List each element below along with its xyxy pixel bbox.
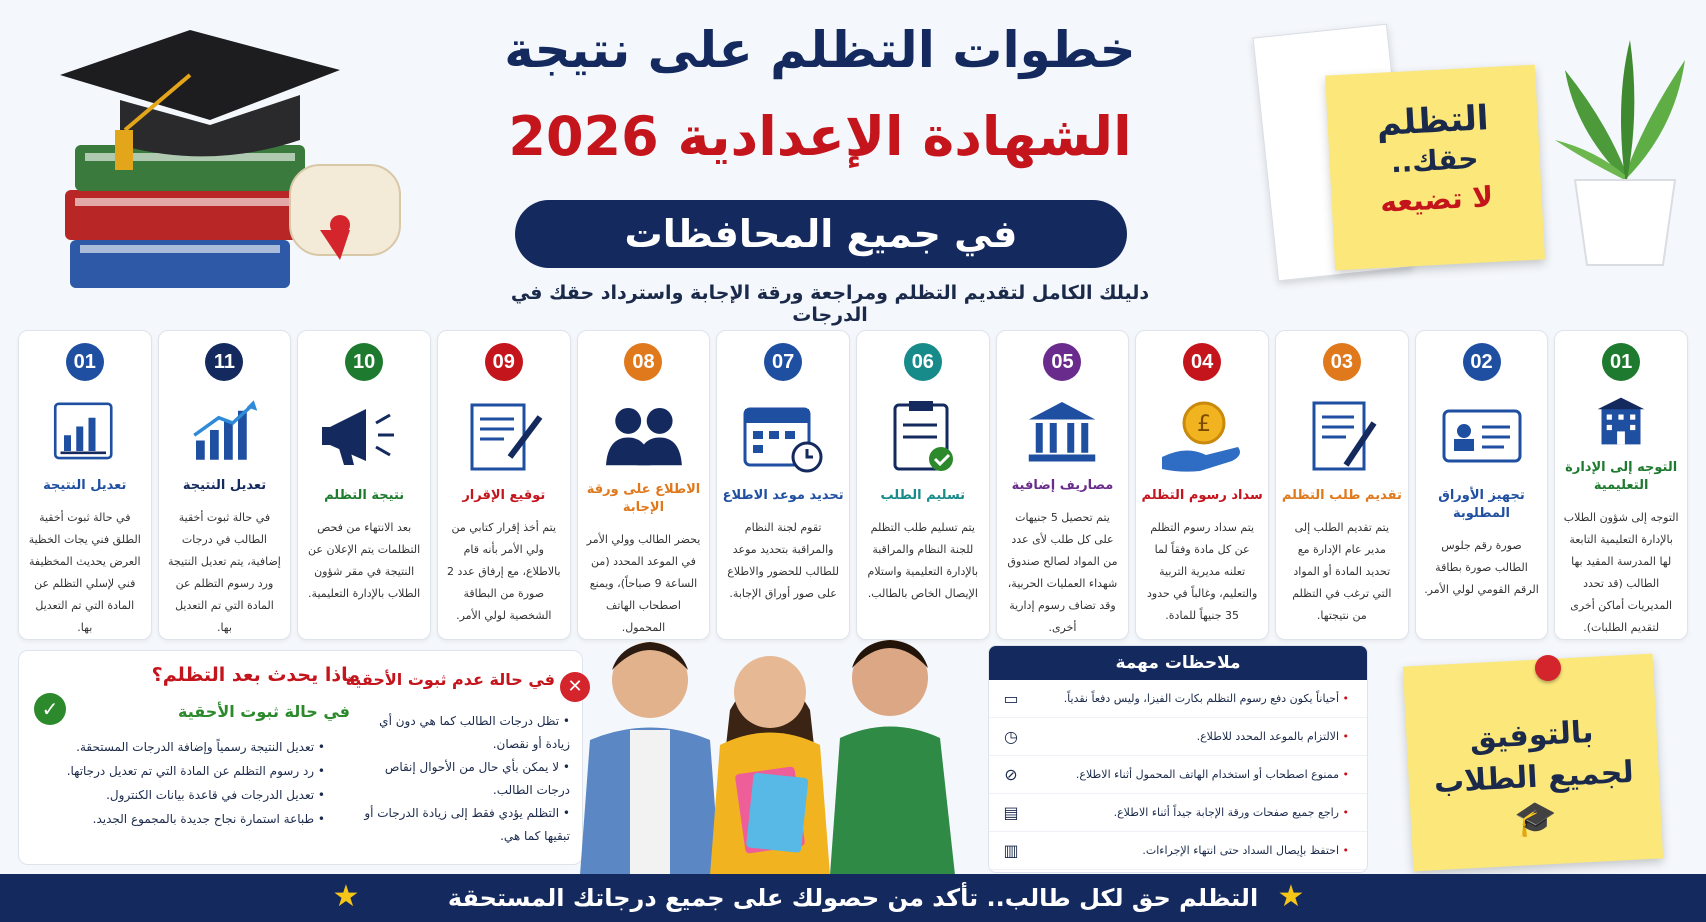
step-card (1415, 330, 1549, 640)
step-number: 05 (1043, 343, 1081, 381)
fail-heading: في حالة عدم ثبوت الأحقية (345, 670, 555, 689)
pin-icon (1535, 655, 1561, 681)
no-phone-icon: ⊘ (1004, 764, 1018, 784)
list-item: • رد رسوم التظلم عن المادة التي تم تعديل درجاتها. (25, 759, 325, 783)
step-description: يتم تقديم الطلب إلى مدير عام الإدارة مع تحديد المادة أو المواد التي ترغب في التظلم من نتيجتها. (1292, 521, 1392, 622)
list-item: • تعديل النتيجة رسمياً وإضافة الدرجات المستحقة. (25, 735, 325, 759)
note-item (989, 832, 1367, 870)
note-item (989, 680, 1367, 718)
step-description: في حالة ثبوت أخقية الطلق فني يجات الخظية العرض يحديث المخظيفة فني لإسلي التظلم عن المادة التي تم التعديل بها. (28, 511, 141, 634)
note-line-3: لا تضيعه (1379, 180, 1494, 219)
svg-text:£: £ (1197, 412, 1212, 437)
step-title: تسليم الطلب (880, 488, 966, 503)
step-description: يتم سداد رسوم التظلم عن كل مادة وفقاً لما تعلنه مديرية التربية والتعليم، وغالباً في حدود 35 جنيهاً للمادة. (1146, 521, 1258, 622)
step-number: 08 (624, 343, 662, 381)
plant-icon (1555, 40, 1695, 270)
step-number: 07 (764, 343, 802, 381)
steps-row (18, 330, 1688, 640)
note-item (989, 718, 1367, 756)
step-number: 11 (205, 343, 243, 381)
note-text: • الالتزام بالموعد المحدد للاطلاع. (1023, 730, 1357, 743)
step-title: تعديل النتيجة (43, 478, 127, 493)
step-card (437, 330, 571, 640)
step-number: 09 (485, 343, 523, 381)
step-number: 03 (1323, 343, 1361, 381)
step-title: تجهيز الأوراق المطلوبة (1438, 488, 1525, 521)
step-description: يتم تسليم طلب التظلم للجنة النظام والمراقبة بالإدارة التعليمية واستلام الإيصال الخاص بالطالب. (867, 521, 979, 600)
notes-list (989, 680, 1367, 870)
sticky-line-1: بالتوفيق (1468, 714, 1595, 757)
step-description: يحضر الطالب وولي الأمر في الموعد المحدد (من الساعة 9 صباحاً)، ويمنع اصطحاب الهاتف المحمول. (586, 533, 701, 634)
subtitle: دليلك الكامل لتقديم التظلم ومراجعة ورقة الإجابة واسترداد حقك في الدرجات (510, 282, 1150, 326)
important-notes-box (988, 645, 1368, 873)
note-item (989, 794, 1367, 832)
star-icon: ★ (1277, 879, 1305, 914)
step-description: تقوم لجنة النظام والمراقبة بتحديد موعد للطالب للحضور والاطلاع على صور أوراق الإجابة. (727, 521, 839, 600)
growth-chart-icon (178, 395, 270, 465)
graduation-books-icon (60, 30, 420, 300)
note-item (989, 756, 1367, 794)
step-title: الاطلاع على ورقة الإجابة (586, 482, 701, 515)
people-icon (597, 395, 689, 469)
step-card (18, 330, 152, 640)
megaphone-icon (318, 395, 410, 475)
form-pen-icon (1296, 395, 1388, 475)
step-card (856, 330, 990, 640)
step-card (297, 330, 431, 640)
check-icon: ✓ (34, 693, 66, 725)
step-card (1554, 330, 1688, 640)
building-icon (1575, 395, 1667, 447)
step-card (1275, 330, 1409, 640)
credit-card-icon: ▭ (1003, 688, 1019, 708)
note-text: • احتفظ بإيصال السداد حتى انتهاء الإجراءات. (1023, 844, 1357, 857)
star-icon: ★ (332, 879, 360, 914)
note-text: • ممنوع اصطحاب أو استخدام الهاتف المحمول أثناء الاطلاع. (1023, 768, 1357, 781)
step-card (1135, 330, 1269, 640)
note-line-1: التظلم (1375, 98, 1490, 144)
step-card (577, 330, 711, 640)
step-title: تعديل النتيجة (182, 478, 267, 493)
step-title: نتيجة التظلم (324, 488, 405, 503)
list-item: • تظل درجات الطالب كما هي دون أي زيادة أو نقصان. (355, 710, 570, 756)
page-title-year: الشهادة الإعدادية 2026 (508, 105, 1132, 168)
footer-banner: التظلم حق لكل طالب.. تأكد من حصولك على جميع درجاتك المستحقة (0, 874, 1706, 922)
list-item: • التظلم يؤدي فقط إلى زيادة الدرجات أو تبقيها كما هي. (355, 802, 570, 848)
step-card (716, 330, 850, 640)
list-item: • تعديل الدرجات في قاعدة بيانات الكنترول. (25, 783, 325, 807)
notes-heading: ملاحظات مهمة (989, 646, 1367, 680)
governorates-pill: في جميع المحافظات (515, 200, 1127, 268)
graduation-cap-icon: 🎓 (1513, 797, 1559, 841)
note-text: • راجع جميع صفحات ورقة الإجابة جيداً أثناء الاطلاع. (1023, 806, 1357, 819)
id-card-icon (1436, 395, 1528, 475)
step-description: صورة رقم جلوس الطالب صورة بطاقة الرقم القومي لولي الأمر. (1424, 539, 1539, 596)
step-description: بعد الانتهاء من فحص التظلمات يتم الإعلان عن النتيجة في مقر شؤون الطلاب بالإدارة التعليمية. (308, 521, 421, 600)
page-title: خطوات التظلم على نتيجة (504, 21, 1136, 79)
step-title: تقديم طلب التظلم (1281, 488, 1402, 503)
step-description: يتم تحصيل 5 جنيهات على كل طلب لأى عدد من المواد لصالح صندوق شهداء العمليات الحربية، وقد تضاف رسوم إدارية أخرى. (1007, 511, 1118, 634)
sign-document-icon (458, 395, 550, 475)
list-item: • لا يمكن بأي حال من الأحوال إنقاص درجات الطالب. (355, 756, 570, 802)
bank-icon (1016, 395, 1108, 465)
calendar-clock-icon (737, 395, 829, 475)
note-text: • أحياناً يكون دفع رسوم التظلم بكارت الفيزا، وليس دفعاً نقدياً. (1023, 692, 1357, 705)
after-question-title: ماذا يحدث بعد التظلم؟ (151, 664, 360, 686)
step-card (996, 330, 1130, 640)
step-title: تحديد موعد الاطلاع (722, 488, 844, 503)
step-title: مصاريف إضافية (1011, 478, 1114, 493)
cross-icon: ✕ (560, 672, 590, 702)
step-number: 02 (1463, 343, 1501, 381)
step-title: توقيع الإقرار (462, 488, 546, 503)
step-title: سداد رسوم التظلم (1141, 488, 1263, 503)
step-title: التوجه إلى الإدارة التعليمية (1565, 460, 1678, 493)
step-number: 04 (1183, 343, 1221, 381)
step-number: 01 (1602, 343, 1640, 381)
students-illustration (560, 620, 980, 875)
list-item: • طباعة استمارة نجاح جديدة بالمجموع الجديد. (25, 807, 325, 831)
sticky-note-top (1325, 65, 1545, 271)
document-icon: ▤ (1003, 802, 1019, 822)
step-description: التوجه إلى شؤون الطلاب بالإدارة التعليمية التابعة لها المدرسة المقيد بها الطالب (قد تحدد المديريات أماكن أخرى لتقديم الطلبات). (1563, 511, 1679, 634)
chart-report-icon (39, 395, 131, 465)
sticky-note-bottom (1403, 654, 1663, 872)
step-card (158, 330, 292, 640)
fail-list (355, 710, 570, 848)
step-number: 06 (904, 343, 942, 381)
coin-hand-icon (1156, 395, 1248, 475)
sticky-line-2: لجميع الطلاب (1433, 754, 1635, 801)
step-description: يتم أخذ إقرار كتابي من ولي الأمر بأنه قام بالاطلاع، مع إرفاق عدد 2 صورة من البطاقة الشخصية لولي الأمر. (446, 521, 561, 622)
step-number: 01 (66, 343, 104, 381)
step-number: 10 (345, 343, 383, 381)
receipt-icon: ▥ (1003, 840, 1019, 860)
step-description: في حالة ثبوت أخقية الطالب في درجات إضافية، يتم تعديل النتيجة ورد رسوم التظلم عن المادة التي تم التعديل بها. (168, 511, 281, 634)
clipboard-check-icon (877, 395, 969, 475)
success-list (25, 735, 325, 831)
clock-icon: ◷ (1004, 726, 1018, 746)
note-line-2: حقك.. (1389, 141, 1480, 180)
success-heading: في حالة ثبوت الأحقية (178, 702, 350, 721)
